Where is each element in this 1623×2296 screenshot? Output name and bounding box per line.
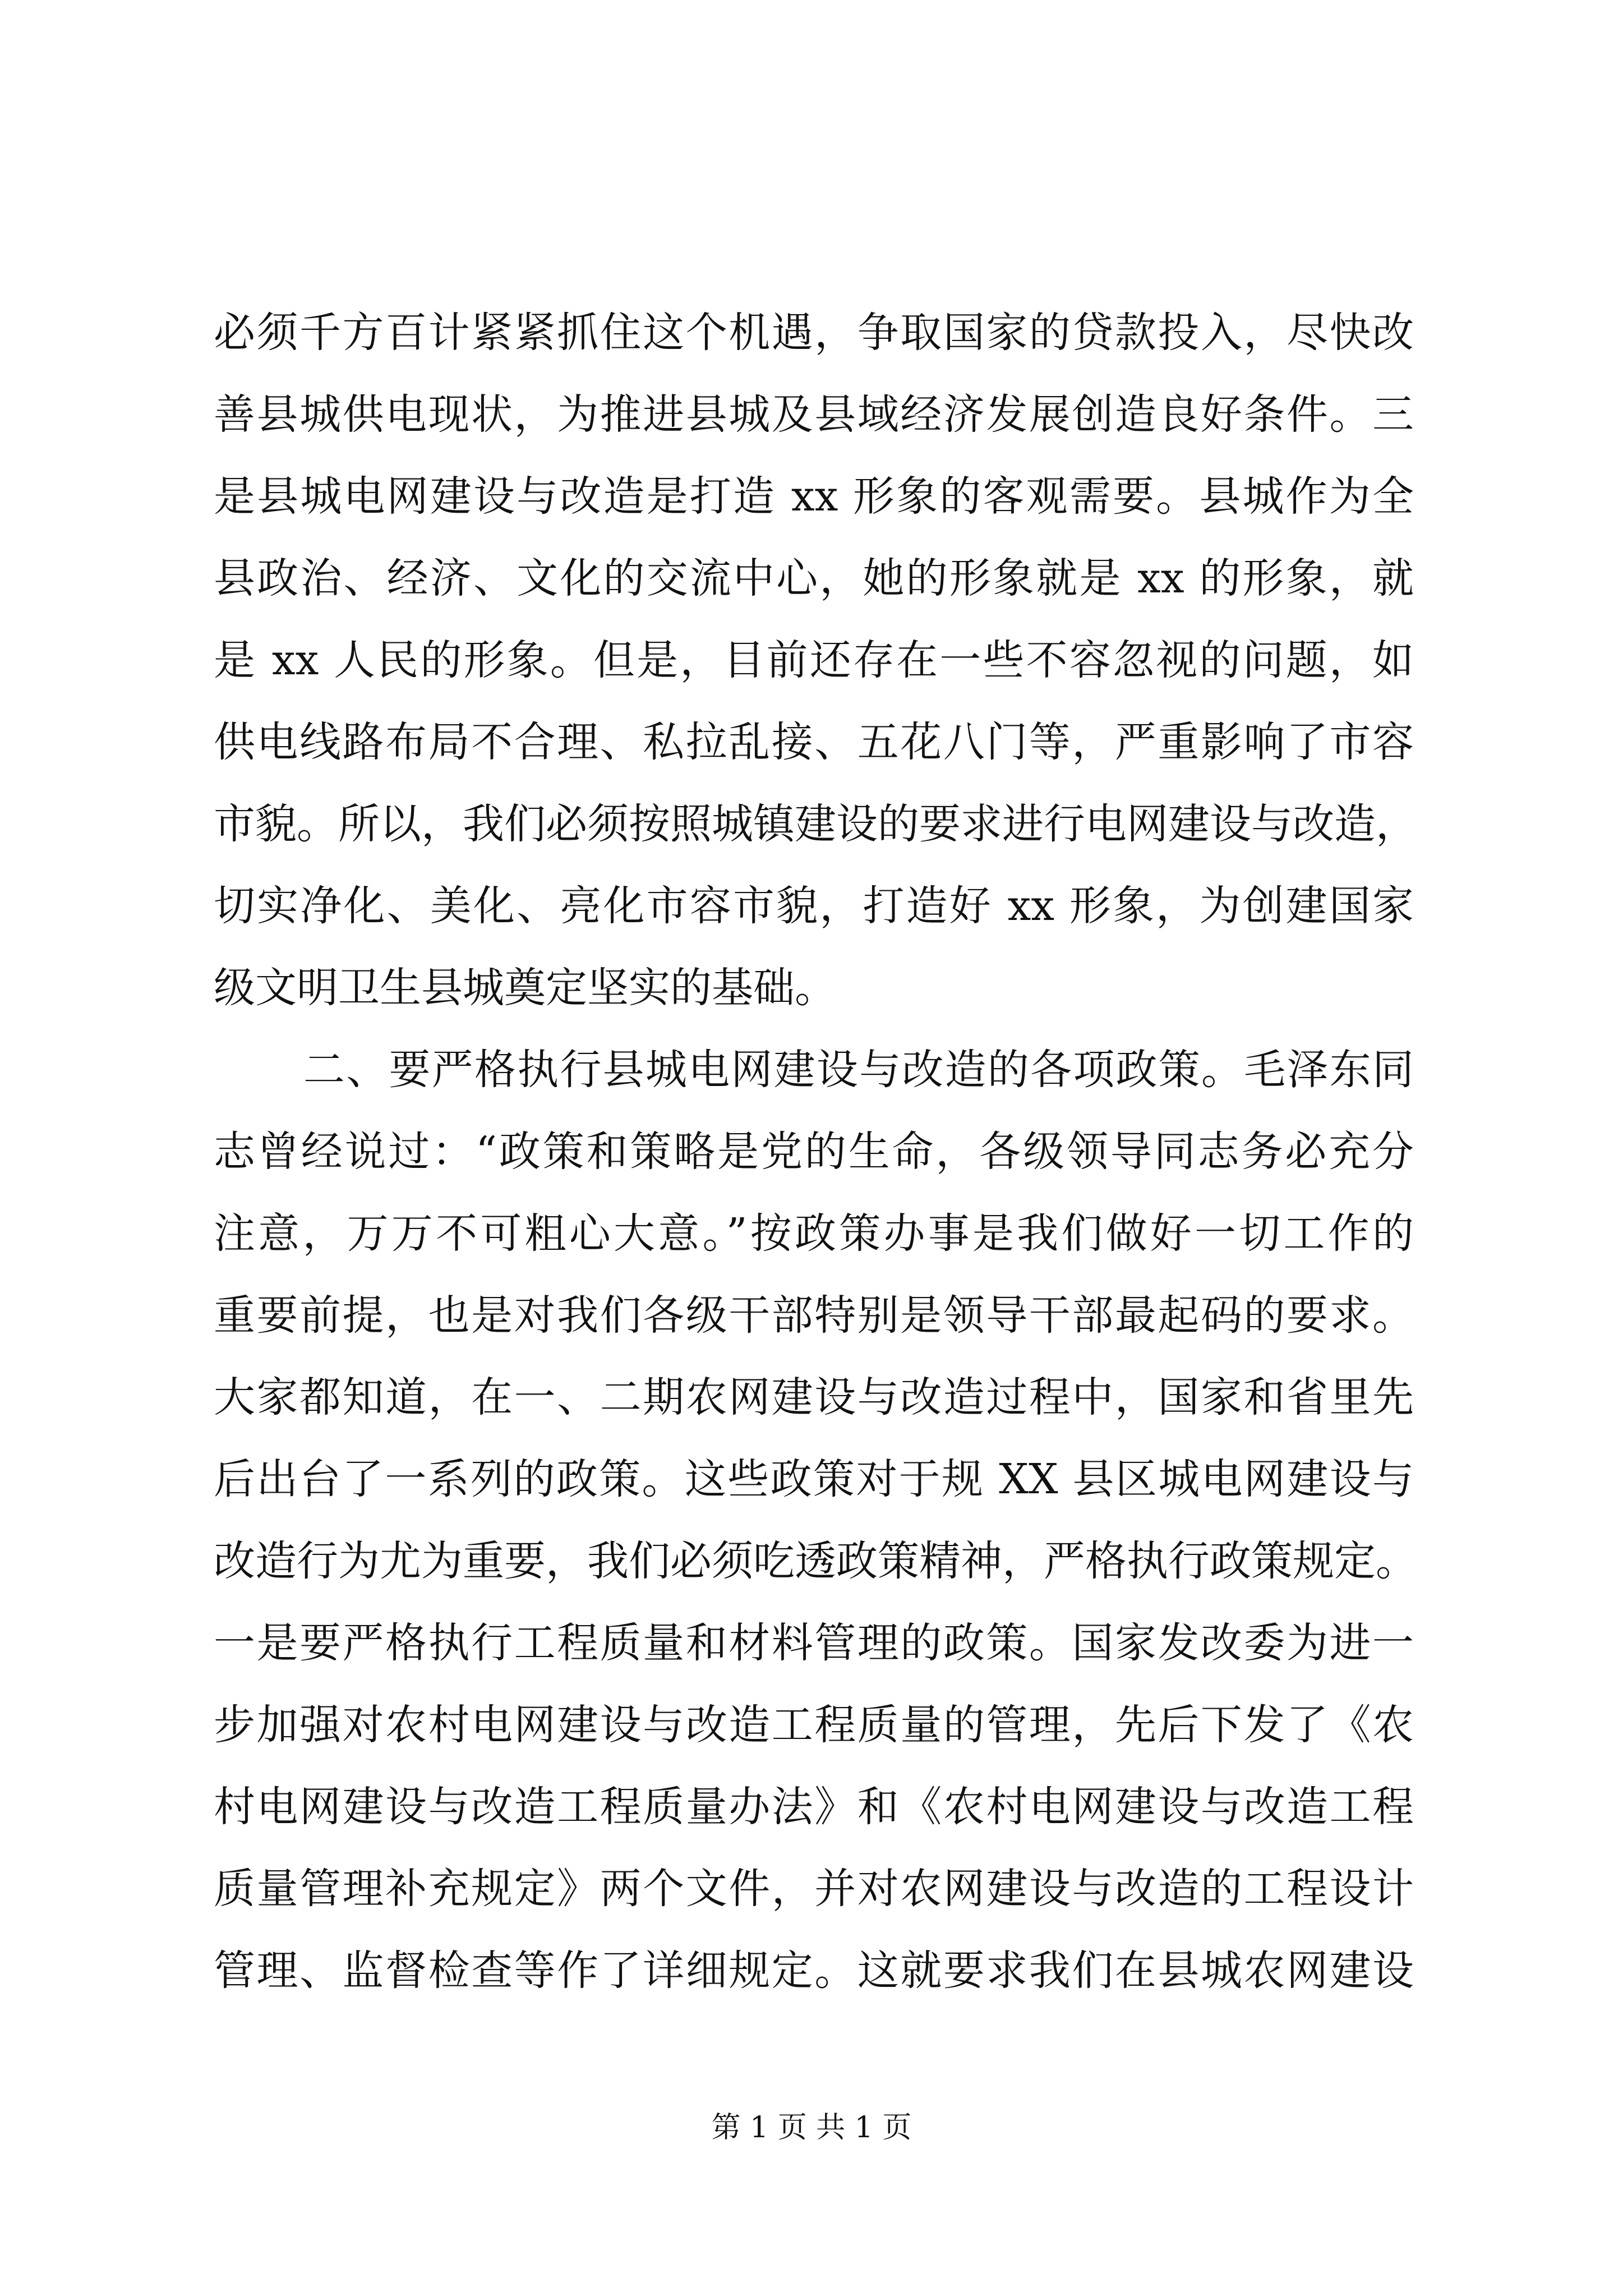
text-line: 重要前提，也是对我们各级干部特别是领导干部最起码的要求。 — [214, 1291, 1414, 1340]
text-line: 是县城电网建设与改造是打造 xx 形象的客观需要。县城作为全 — [214, 472, 1414, 521]
text-line: 质量管理补充规定》两个文件，并对农网建设与改造的工程设计 — [214, 1865, 1414, 1913]
text-line: 大家都知道，在一、二期农网建设与改造过程中，国家和省里先 — [214, 1373, 1414, 1421]
text-line: 步加强对农村电网建设与改造工程质量的管理，先后下发了《农 — [214, 1701, 1414, 1749]
text-line: 改造行为尤为重要，我们必须吃透政策精神，严格执行政策规定。 — [214, 1537, 1417, 1585]
text-line: 县政治、经济、文化的交流中心，她的形象就是 xx 的形象，就 — [214, 554, 1414, 602]
page-footer: 第 1 页 共 1 页 — [711, 2111, 912, 2145]
text-line: 志曾经说过：“政策和策略是党的生命，各级领导同志务必充分 — [214, 1128, 1414, 1176]
body-text — [214, 292, 1417, 2012]
text-line: 管理、监督检查等作了详细规定。这就要求我们在县城农网建设 — [214, 1947, 1414, 1995]
text-line: 一是要严格执行工程质量和材料管理的政策。国家发改委为进一 — [214, 1619, 1414, 1667]
text-line: 切实净化、美化、亮化市容市貌，打造好 xx 形象，为创建国家 — [214, 882, 1414, 930]
text-line: 级文明卫生县城奠定坚实的基础。 — [214, 964, 836, 1012]
text-line: 后出台了一系列的政策。这些政策对于规 XX 县区城电网建设与 — [214, 1455, 1414, 1503]
paragraph-start-line: 二、要严格执行县城电网建设与改造的各项政策。毛泽东同 — [303, 1046, 1414, 1094]
text-line: 市貌。所以，我们必须按照城镇建设的要求进行电网建设与改造， — [214, 800, 1417, 848]
text-line: 供电线路布局不合理、私拉乱接、五花八门等，严重影响了市容 — [214, 718, 1414, 766]
text-line: 是 xx 人民的形象。但是，目前还存在一些不容忽视的问题，如 — [214, 636, 1414, 684]
text-line: 善县城供电现状，为推进县城及县域经济发展创造良好条件。三 — [214, 390, 1414, 439]
text-line: 必须千方百计紧紧抓住这个机遇，争取国家的贷款投入，尽快改 — [214, 309, 1414, 357]
text-line: 注意，万万不可粗心大意。”按政策办事是我们做好一切工作的 — [214, 1209, 1414, 1258]
text-line: 村电网建设与改造工程质量办法》和《农村电网建设与改造工程 — [214, 1783, 1414, 1831]
